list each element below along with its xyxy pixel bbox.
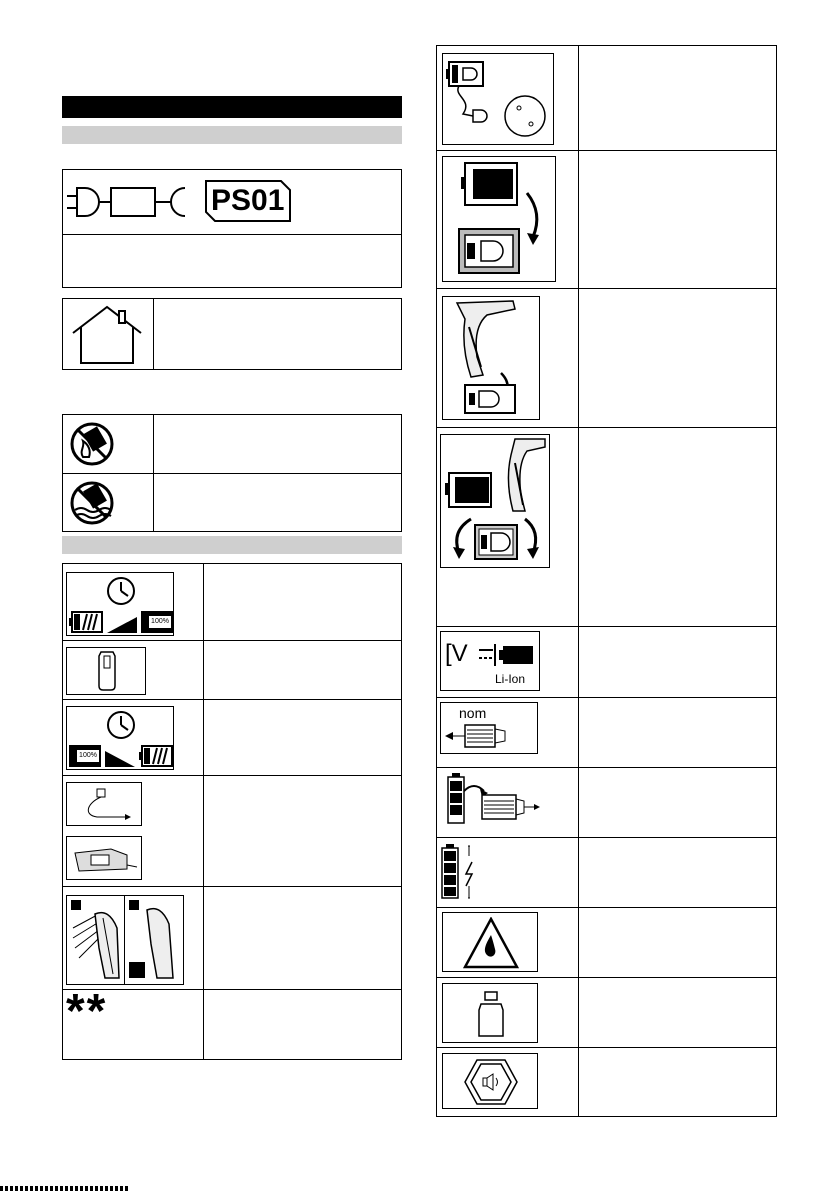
divider — [63, 473, 401, 474]
battery-type-label: Li-Ion — [495, 672, 526, 686]
battery-full-label: 100% — [149, 616, 171, 628]
motor-nominal-icon — [440, 702, 538, 754]
nominal-label: nom — [459, 705, 487, 721]
battery-energy-icon — [440, 842, 480, 902]
battery-safety-box — [62, 414, 402, 532]
divider — [578, 46, 579, 1116]
divider — [437, 288, 776, 289]
battery-plug-charger-icon — [442, 53, 554, 145]
divider — [63, 989, 401, 990]
divider — [63, 699, 401, 700]
sound-power-icon — [442, 1053, 538, 1109]
page-footer-fragment — [0, 1186, 130, 1191]
divider — [437, 907, 776, 908]
battery-swap-icon — [440, 434, 550, 568]
divider — [153, 415, 154, 531]
divider — [437, 427, 776, 428]
charger-cable-icon — [66, 782, 142, 826]
divider — [203, 564, 204, 1059]
ps01-label: PS01 — [211, 184, 285, 217]
no-fire-battery-icon — [69, 421, 115, 467]
subsection-header-bar — [62, 126, 402, 144]
divider — [437, 697, 776, 698]
section-header-bar — [62, 96, 402, 118]
star-note-symbol: ** — [66, 985, 108, 1038]
plug-circuit-icon — [67, 180, 207, 226]
battery-motor-icon — [444, 771, 540, 827]
no-water-battery-icon — [69, 480, 115, 526]
divider — [63, 886, 401, 887]
indoor-use-box — [62, 298, 402, 370]
weight-icon — [442, 983, 538, 1043]
liquid-warning-icon — [442, 912, 538, 972]
charging-station-icon — [66, 836, 142, 880]
subsection-header-bar — [62, 536, 402, 554]
divider — [63, 234, 401, 235]
divider — [437, 626, 776, 627]
battery-insert-icon — [442, 156, 556, 282]
divider — [63, 640, 401, 641]
voltage-symbol: [V — [445, 640, 468, 667]
divider — [437, 977, 776, 978]
divider — [63, 775, 401, 776]
ps01-label-frame — [203, 178, 293, 224]
marking-box — [62, 169, 402, 288]
work-light-icon — [66, 895, 184, 985]
divider — [437, 150, 776, 151]
house-icon — [67, 303, 147, 367]
clock-runtime-icon — [66, 706, 174, 770]
device-battery-icon — [442, 296, 540, 420]
clock-charge-time-icon — [66, 572, 174, 636]
divider — [437, 767, 776, 768]
divider — [153, 299, 154, 369]
divider — [437, 1047, 776, 1048]
battery-full-label: 100% — [77, 750, 99, 762]
voltage-liion-icon — [440, 631, 540, 691]
divider — [437, 837, 776, 838]
battery-pack-icon — [66, 647, 146, 695]
